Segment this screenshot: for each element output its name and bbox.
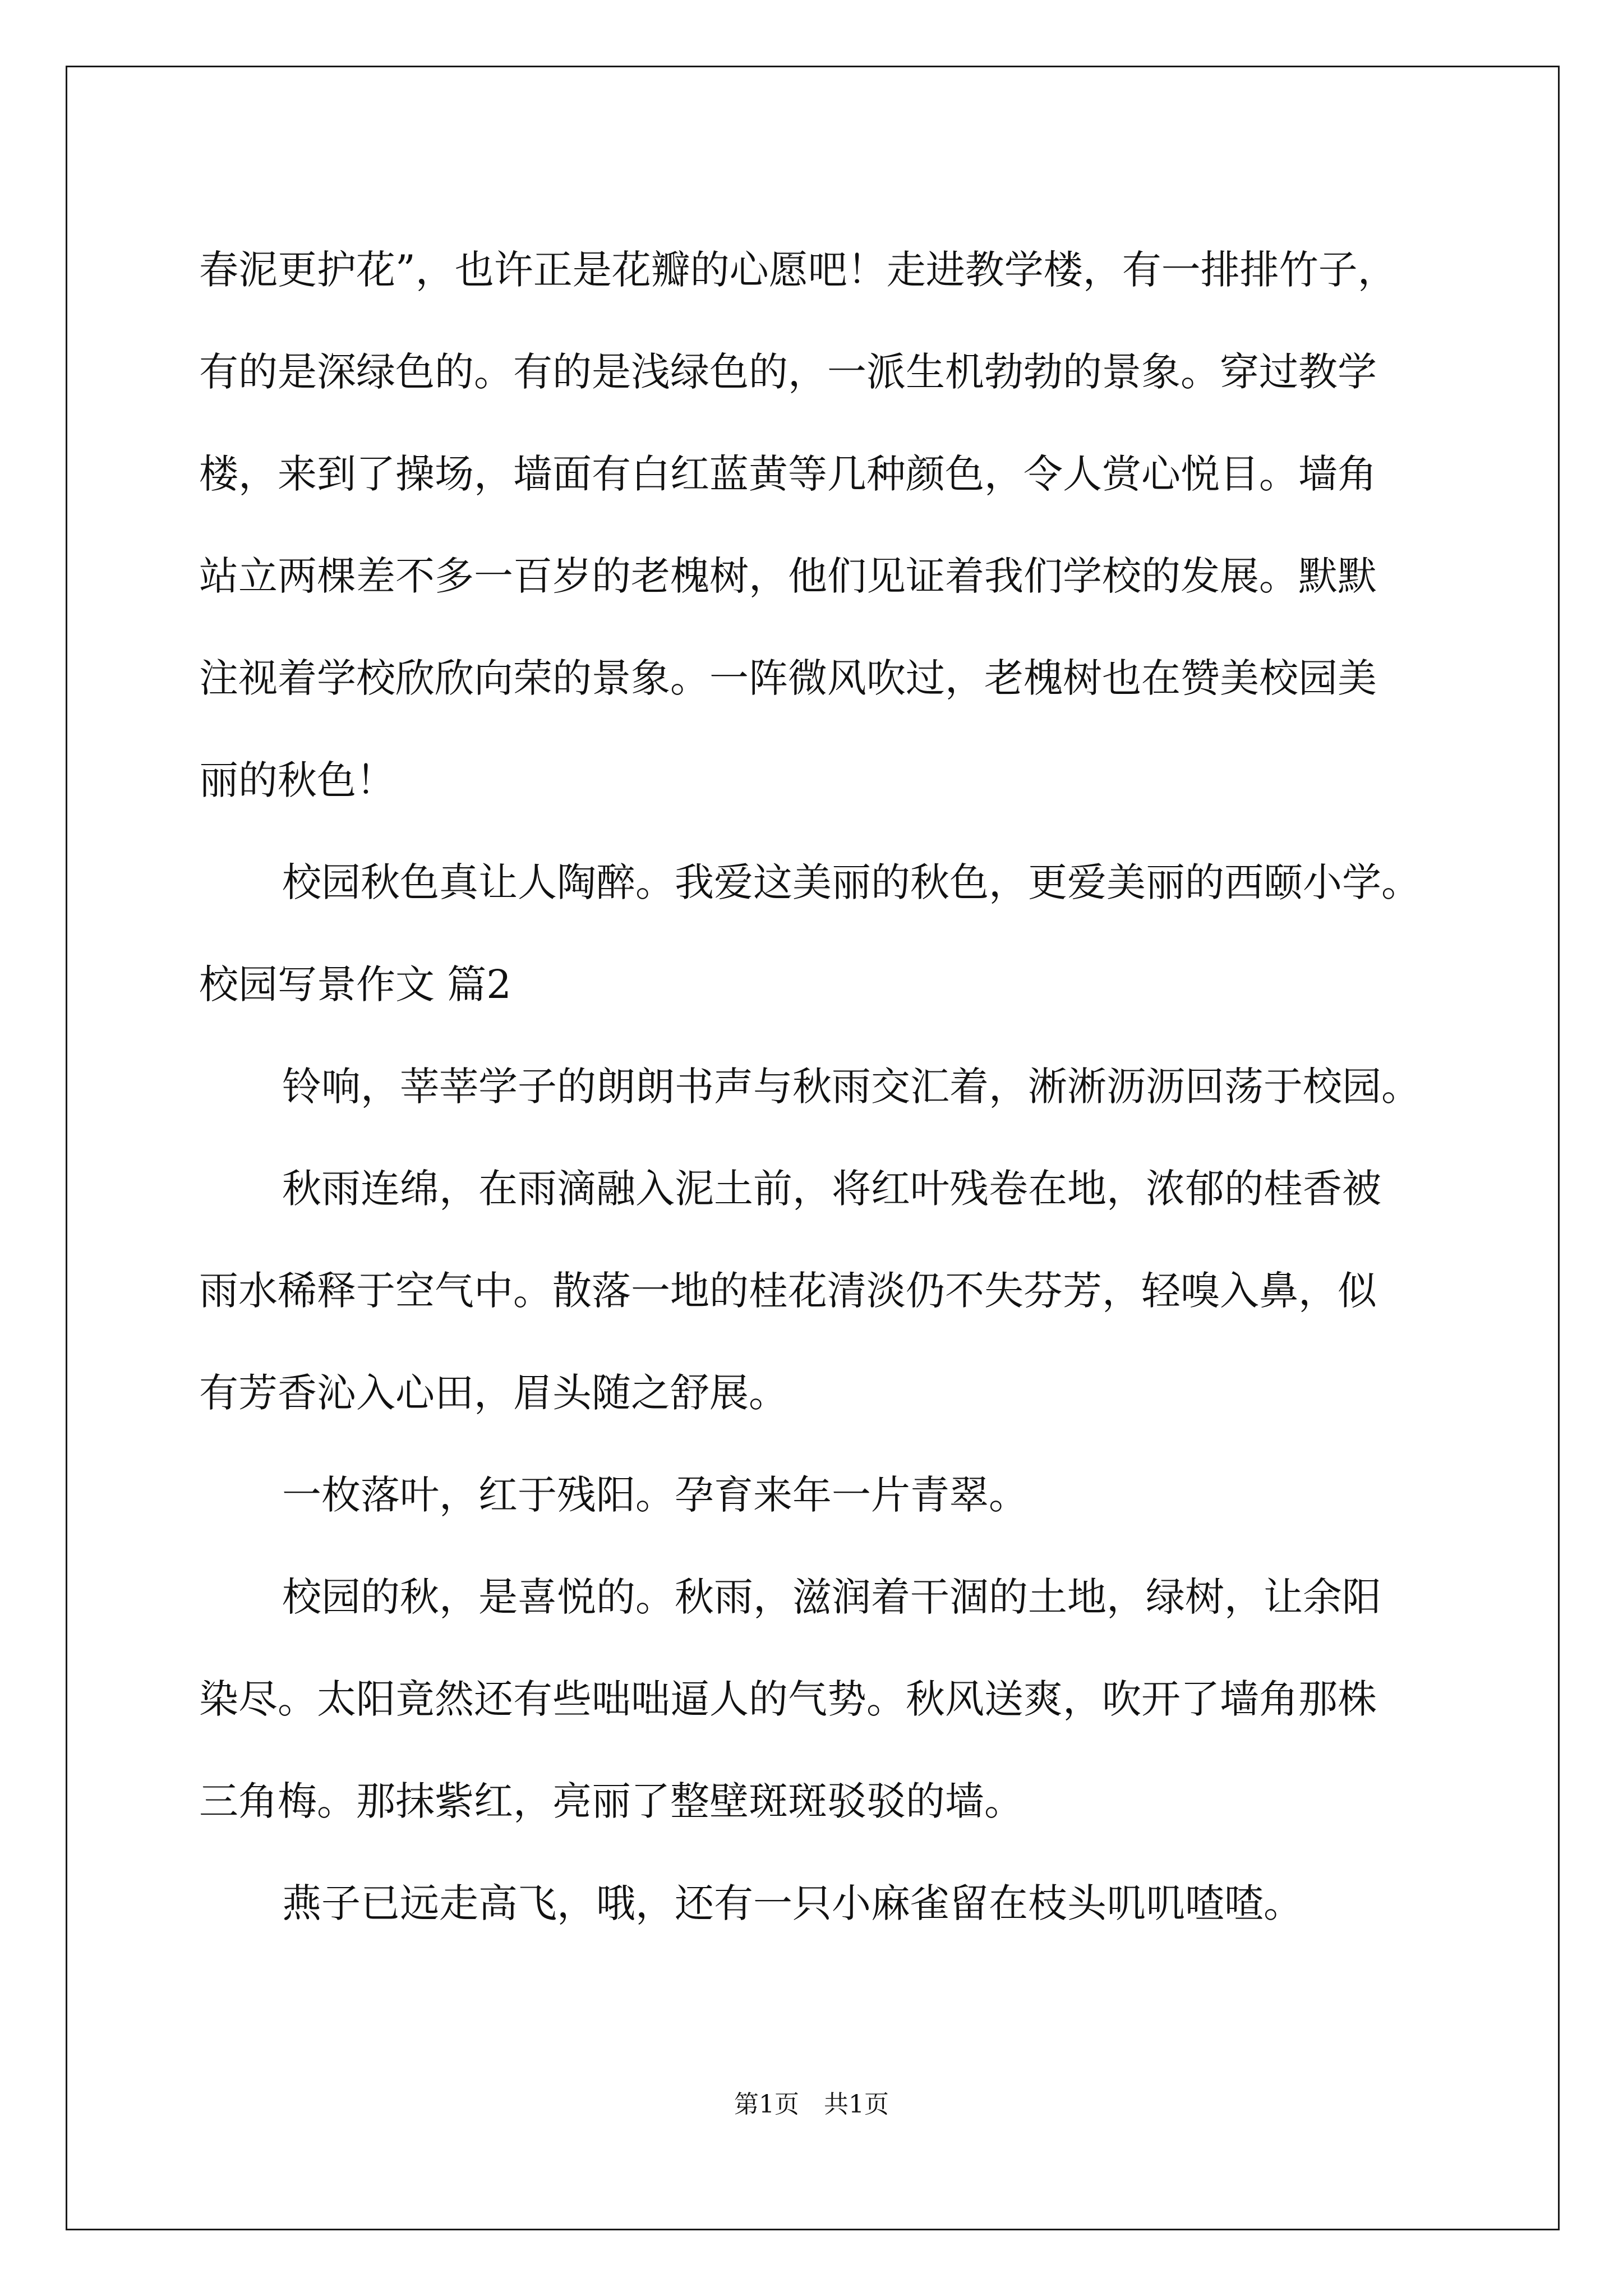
text-line-3: 楼，来到了操场，墙面有白红蓝黄等几种颜色，令人赏心悦目。墙角 (199, 451, 1377, 497)
text-line-17: 燕子已远走高飞，哦，还有一只小麻雀留在枝头叽叽喳喳。 (282, 1880, 1303, 1926)
text-line-6: 丽的秋色！ (199, 757, 395, 803)
text-line-7: 校园秋色真让人陶醉。我爱这美丽的秋色，更爱美丽的西颐小学。 (282, 859, 1421, 905)
text-line-2: 有的是深绿色的。有的是浅绿色的，一派生机勃勃的景象。穿过教学 (199, 349, 1377, 395)
text-line-5: 注视着学校欣欣向荣的景象。一阵微风吹过，老槐树也在赞美校园美 (199, 655, 1377, 701)
text-line-14: 校园的秋，是喜悦的。秋雨，滋润着干涸的土地，绿树，让余阳 (282, 1574, 1381, 1620)
section-heading: 校园写景作文 篇2 (199, 961, 511, 1007)
text-line-15: 染尽。太阳竟然还有些咄咄逼人的气势。秋风送爽，吹开了墙角那株 (199, 1676, 1377, 1722)
text-line-16: 三角梅。那抹紫红，亮丽了整壁斑斑驳驳的墙。 (199, 1778, 1023, 1824)
text-line-10: 秋雨连绵，在雨滴融入泥土前，将红叶残卷在地，浓郁的桂香被 (282, 1166, 1381, 1212)
text-line-1: 春泥更护花”，也许正是花瓣的心愿吧！走进教学楼，有一排排竹子， (199, 247, 1397, 293)
text-line-13: 一枚落叶，红于残阳。孕育来年一片青翠。 (282, 1472, 1028, 1518)
text-line-11: 雨水稀释于空气中。散落一地的桂花清淡仍不失芬芳，轻嗅入鼻，似 (199, 1268, 1377, 1314)
page-footer: 第1页 共1页 (734, 2090, 889, 2119)
text-line-4: 站立两棵差不多一百岁的老槐树，他们见证着我们学校的发展。默默 (199, 553, 1377, 599)
text-line-9: 铃响，莘莘学子的朗朗书声与秋雨交汇着，淅淅沥沥回荡于校园。 (282, 1064, 1421, 1110)
text-line-12: 有芳香沁入心田，眉头随之舒展。 (199, 1370, 788, 1416)
